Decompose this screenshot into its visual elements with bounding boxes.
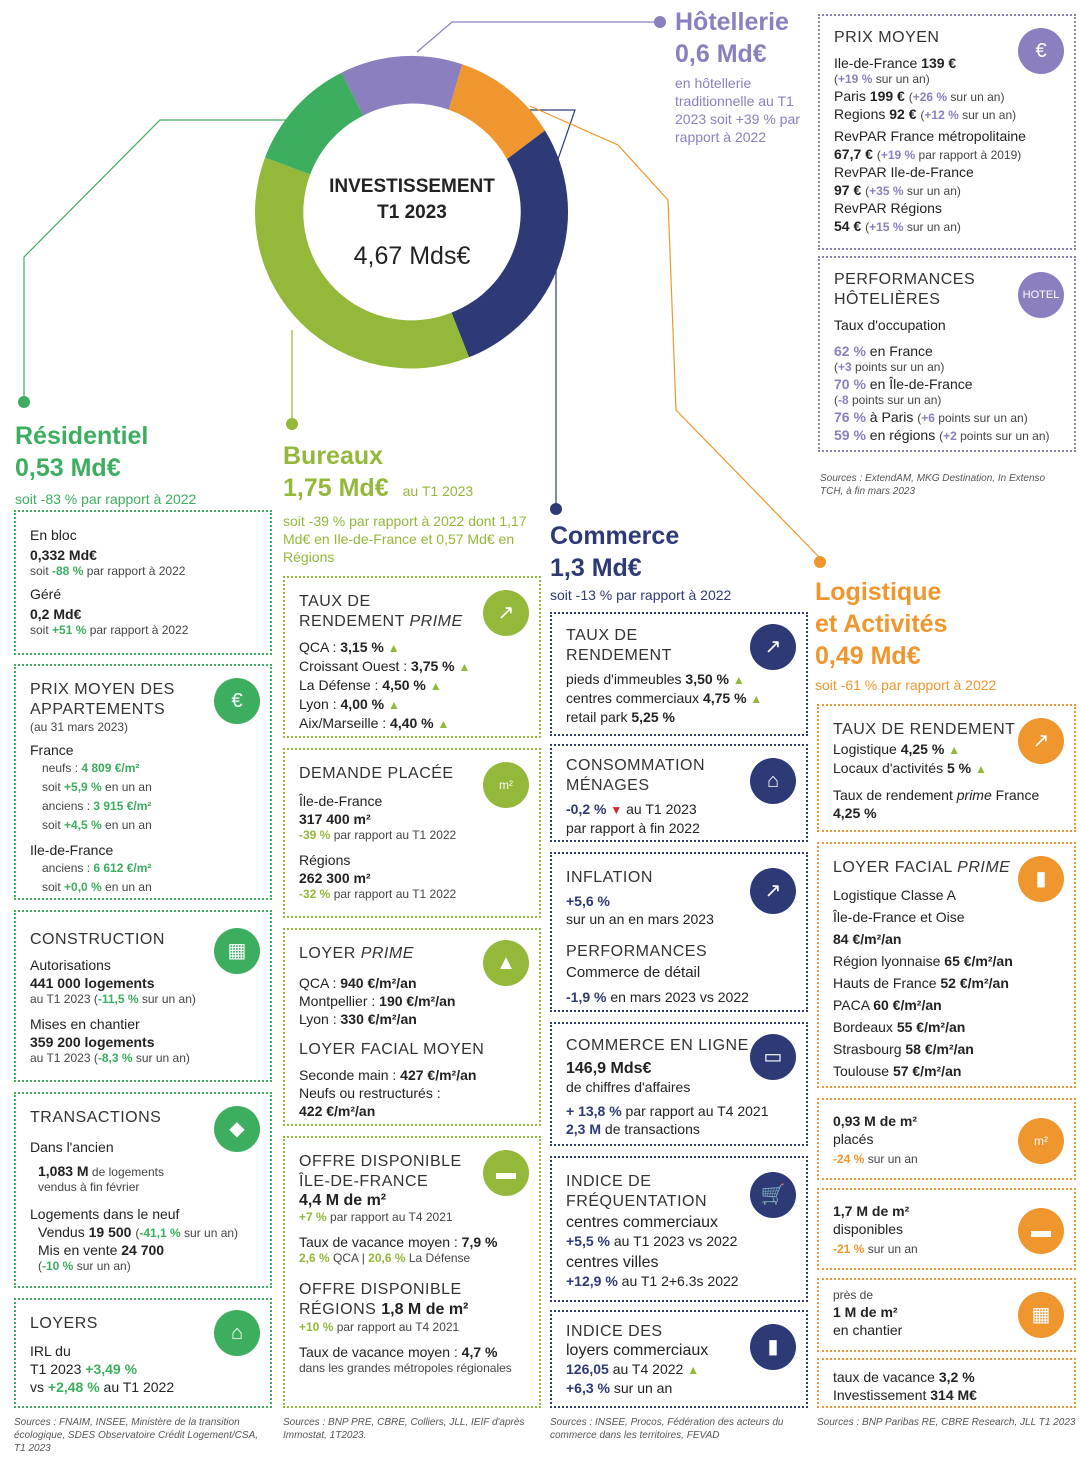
res-prix-caption: PRIX MOYEN DES APPARTEMENTS bbox=[30, 681, 175, 718]
chantier-change: au T1 2023 (-8,3 % sur un an) bbox=[30, 1051, 190, 1065]
commerce-detail-value: -1,9 % en mars 2023 vs 2022 bbox=[566, 989, 749, 1005]
prix-paris-row: Paris 199 € (+26 % sur un an) bbox=[834, 88, 1005, 104]
log-sub: soit -61 % par rapport à 2022 bbox=[815, 677, 997, 693]
res-sub: soit -83 % par rapport à 2022 bbox=[15, 491, 197, 507]
prix-idf-row: Ile-de-France 139 € bbox=[834, 55, 957, 71]
offre-regions-value: RÉGIONS 1,8 M de m² bbox=[299, 1301, 469, 1318]
m2-icon: m² bbox=[1018, 1118, 1064, 1164]
cart-icon: 🛒 bbox=[750, 1172, 796, 1218]
hotel-header bbox=[675, 6, 815, 146]
offre-idf-caption: OFFRE DISPONIBLE ÎLE-DE-FRANCE bbox=[299, 1153, 462, 1190]
log-loyer-caption: LOYER FACIAL PRIME bbox=[833, 859, 1011, 876]
irl-t1-2022: vs +2,48 % au T1 2022 bbox=[30, 1379, 175, 1395]
com-title: Commerce bbox=[550, 522, 680, 550]
consommation-caption: CONSOMMATION MÉNAGES bbox=[566, 757, 706, 794]
rend-croissant: Croissant Ouest : 3,75 % ▲ bbox=[299, 658, 471, 674]
log-amount: 0,49 Md€ bbox=[815, 642, 921, 670]
demande-regions-value: 262 300 m² bbox=[299, 870, 371, 886]
enligne-ca: 146,9 Mds€ bbox=[566, 1060, 652, 1077]
log-chantier-label: en chantier bbox=[833, 1322, 903, 1338]
log-loyer-box bbox=[817, 842, 1076, 1088]
indice-loyers-label: loyers commerciaux bbox=[566, 1342, 709, 1359]
consommation-ref: par rapport à fin 2022 bbox=[566, 820, 700, 836]
desk-icon: ▬ bbox=[483, 1150, 529, 1196]
idf-values: anciens : 6 612 €/m² soit +0,0 % en un an bbox=[42, 861, 152, 894]
bloc-change: soit -88 % par rapport à 2022 bbox=[30, 564, 186, 578]
frequentation-caption: INDICE DE FRÉQUENTATION bbox=[566, 1173, 708, 1210]
log-bordeaux: Bordeaux 55 €/m²/an bbox=[833, 1019, 966, 1035]
chart-icon: ↗ bbox=[1018, 718, 1064, 764]
hotel-desc: en hôtellerie traditionnelle au T1 2023 soit +39 % par rapport à 2022 bbox=[675, 75, 800, 145]
m2-icon: m² bbox=[483, 762, 529, 808]
autorisations-change: au T1 2023 (-11,5 % sur un an) bbox=[30, 992, 196, 1006]
chart-icon: ▮ bbox=[1018, 856, 1064, 902]
com-sources: Sources : INSEE, Procos, Fédération des acteurs du commerce dans les territoires, FEVAD bbox=[550, 1417, 784, 1441]
hotel-amount: 0,6 Md€ bbox=[675, 40, 767, 68]
log-sources: Sources : BNP Paribas RE, CBRE Research, JLL T1 2023 bbox=[817, 1417, 1076, 1428]
occ-france-change: (+3 points sur un an) bbox=[834, 360, 945, 374]
indice-loyers-value: 126,05 au T4 2022 ▲ bbox=[566, 1361, 700, 1377]
loyers-caption: LOYERS bbox=[30, 1315, 98, 1332]
rend-aix: Aix/Marseille : 4,40 % ▲ bbox=[299, 715, 450, 731]
occ-idf: 70 % en Île-de-France bbox=[834, 376, 973, 392]
chantier-label: Mises en chantier bbox=[30, 1016, 140, 1032]
bur-sources: Sources : BNP PRE, CBRE, Colliers, JLL, IEIF d'après Immostat, 1T2023. bbox=[283, 1417, 525, 1441]
vacance-idf: Taux de vacance moyen : 7,9 % bbox=[299, 1234, 498, 1250]
log-rendement-box bbox=[817, 704, 1076, 832]
log-classe-a: Logistique Classe A bbox=[833, 887, 956, 903]
log-places-change: -24 % sur un an bbox=[833, 1152, 918, 1166]
france-label: France bbox=[30, 742, 74, 758]
demande-idf-value: 317 400 m² bbox=[299, 811, 371, 827]
log-rend-prime-value: 4,25 % bbox=[833, 805, 877, 821]
demande-idf-label: Île-de-France bbox=[299, 793, 383, 809]
consommation-value: -0,2 % ▼ au T1 2023 bbox=[566, 801, 697, 817]
log-vacance-box bbox=[817, 1358, 1076, 1408]
demande-idf-change: -39 % par rapport au T1 2022 bbox=[299, 828, 457, 842]
log-disponibles-value: 1,7 M de m² bbox=[833, 1203, 910, 1219]
enligne-caption: COMMERCE EN LIGNE bbox=[566, 1037, 749, 1054]
res-amount: 0,53 Md€ bbox=[15, 454, 121, 482]
autorisations-value: 441 000 logements bbox=[30, 975, 155, 991]
com-header bbox=[550, 520, 812, 604]
log-idf-value: 84 €/m²/an bbox=[833, 931, 902, 947]
occ-idf-change: (-8 points sur un an) bbox=[834, 393, 942, 407]
log-disponibles-change: -21 % sur un an bbox=[833, 1242, 918, 1256]
log-rend-logistique: Logistique 4,25 % ▲ bbox=[833, 741, 961, 757]
demande-regions-change: -32 % par rapport au T1 2022 bbox=[299, 887, 457, 901]
demande-caption: DEMANDE PLACÉE bbox=[299, 765, 454, 782]
hotel-perf-box bbox=[818, 256, 1076, 452]
loyer-neufs-value: 422 €/m²/an bbox=[299, 1103, 376, 1119]
idf-label: Ile-de-France bbox=[30, 842, 114, 858]
money-icon: € bbox=[214, 678, 260, 724]
log-title-2: et Activités bbox=[815, 610, 948, 638]
log-places-label: placés bbox=[833, 1131, 874, 1147]
demande-regions-label: Régions bbox=[299, 852, 351, 868]
com-consommation-box bbox=[550, 744, 808, 842]
log-places-box bbox=[817, 1098, 1076, 1180]
com-amount: 1,3 Md€ bbox=[550, 554, 642, 582]
revpar-idf-label: RevPAR Ile-de-France bbox=[834, 164, 974, 180]
revpar-france-label: RevPAR France métropolitaine bbox=[834, 128, 1026, 144]
hotel-title: Hôtellerie bbox=[675, 8, 789, 36]
res-bloc-box bbox=[14, 510, 272, 655]
res-sources: Sources : FNAIM, INSEE, Ministère de la transition écologique, SDES Observatoire Crédit Logement/CSA, T1 2023 bbox=[14, 1417, 259, 1454]
occ-france: 62 % en France bbox=[834, 343, 933, 359]
occupation-label: Taux d'occupation bbox=[834, 317, 946, 333]
vacance-regions: Taux de vacance moyen : 4,7 % bbox=[299, 1344, 498, 1360]
log-places-value: 0,93 M de m² bbox=[833, 1113, 918, 1129]
rend-lyon: Lyon : 4,00 % ▲ bbox=[299, 696, 400, 712]
freq-villes-label: centres villes bbox=[566, 1254, 659, 1271]
vendus-row: Vendus 19 500 (-41,1 % sur un an) bbox=[38, 1224, 239, 1240]
com-inflation-box bbox=[550, 852, 808, 1012]
com-rendement-box bbox=[550, 612, 808, 736]
neuf-label: Logements dans le neuf bbox=[30, 1206, 180, 1222]
rend-defense: La Défense : 4,50 % ▲ bbox=[299, 677, 442, 693]
crane-icon: ▦ bbox=[214, 928, 260, 974]
log-vacance: taux de vacance 3,2 % bbox=[833, 1369, 975, 1385]
rend-qca: QCA : 3,15 % ▲ bbox=[299, 639, 400, 655]
log-rendement-caption: TAUX DE RENDEMENT bbox=[833, 721, 1016, 738]
ancien-label: Dans l'ancien bbox=[30, 1139, 114, 1155]
construction-caption: CONSTRUCTION bbox=[30, 931, 165, 948]
eiffel-icon: ▲ bbox=[483, 940, 529, 986]
res-construction-box bbox=[14, 910, 272, 1082]
freq-centres-value: +5,5 % au T1 2023 vs 2022 bbox=[566, 1233, 738, 1249]
donut-title: INVESTISSEMENT T1 2023 bbox=[329, 176, 495, 223]
log-chantier-value: 1 M de m² bbox=[833, 1304, 898, 1320]
log-paca: PACA 60 €/m²/an bbox=[833, 997, 942, 1013]
irl-t1-2023: T1 2023 +3,49 % bbox=[30, 1361, 138, 1377]
bloc-label: En bloc bbox=[30, 527, 77, 543]
france-map-icon: ◆ bbox=[214, 1106, 260, 1152]
donut-segment-residentiel bbox=[265, 73, 363, 175]
log-chantier-box bbox=[817, 1278, 1076, 1352]
res-prix-box bbox=[14, 664, 272, 900]
com-frequentation-box bbox=[550, 1156, 808, 1302]
enligne-transactions: 2,3 M de transactions bbox=[566, 1121, 700, 1137]
loyer-qca: QCA : 940 €/m²/an bbox=[299, 975, 417, 991]
log-hdf: Hauts de France 52 €/m²/an bbox=[833, 975, 1009, 991]
vacance-idf-detail: 2,6 % QCA | 20,6 % La Défense bbox=[299, 1251, 471, 1265]
offre-idf-value: 4,4 M de m² bbox=[299, 1192, 387, 1209]
bur-rendement-caption: TAUX DE RENDEMENT PRIME bbox=[299, 593, 463, 630]
vacance-regions-detail: dans les grandes métropoles régionales bbox=[299, 1361, 512, 1375]
enligne-ca-label: de chiffres d'affaires bbox=[566, 1079, 691, 1095]
ancien-value: 1,083 M de logements bbox=[38, 1163, 164, 1179]
bur-title: Bureaux bbox=[283, 442, 384, 470]
donut-total: 4,67 Mds€ bbox=[353, 242, 471, 270]
laptop-icon: ▭ bbox=[750, 1034, 796, 1080]
log-disponibles-box bbox=[817, 1188, 1076, 1270]
res-loyers-box bbox=[14, 1298, 272, 1408]
freq-villes-value: +12,9 % au T1 2+6.3s 2022 bbox=[566, 1273, 739, 1289]
revpar-france-value: 67,7 € (+19 % par rapport à 2019) bbox=[834, 146, 1022, 162]
gere-label: Géré bbox=[30, 586, 62, 602]
revpar-idf-value: 97 € (+35 % sur un an) bbox=[834, 182, 961, 198]
gere-change: soit +51 % par rapport à 2022 bbox=[30, 623, 189, 637]
inflation-caption: INFLATION bbox=[566, 869, 653, 886]
hotel-sources: Sources : ExtendAM, MKG Destination, In Extenso TCH, à fin mars 2023 bbox=[820, 473, 1046, 497]
res-transactions-box bbox=[14, 1092, 272, 1288]
res-header bbox=[15, 420, 275, 508]
loyer-lyon: Lyon : 330 €/m²/an bbox=[299, 1011, 417, 1027]
loyer-seconde-main: Seconde main : 427 €/m²/an bbox=[299, 1067, 477, 1083]
loyer-facial-caption: LOYER FACIAL MOYEN bbox=[299, 1041, 485, 1058]
log-title-1: Logistique bbox=[815, 578, 942, 606]
res-prix-date: (au 31 mars 2023) bbox=[30, 720, 129, 734]
gere-amount: 0,2 Md€ bbox=[30, 606, 82, 622]
indice-loyers-caption: INDICE DES bbox=[566, 1323, 663, 1340]
log-toulouse: Toulouse 57 €/m²/an bbox=[833, 1063, 962, 1079]
donut-segment-hotel bbox=[342, 56, 463, 116]
log-idf-oise: Île-de-France et Oise bbox=[833, 909, 965, 925]
com-rend-retail: retail park 5,25 % bbox=[566, 709, 675, 725]
chart-icon: ▮ bbox=[750, 1324, 796, 1370]
log-investissement: Investissement 314 M€ bbox=[833, 1387, 977, 1403]
chart-icon: ↗ bbox=[483, 590, 529, 636]
loyer-neufs-label: Neufs ou restructurés : bbox=[299, 1085, 441, 1101]
inflation-period: sur un an en mars 2023 bbox=[566, 911, 714, 927]
hotel-perf-caption: PERFORMANCES HÔTELIÈRES bbox=[834, 271, 976, 308]
com-rend-centres: centres commerciaux 4,75 % ▲ bbox=[566, 690, 763, 706]
bur-rendement-box bbox=[283, 576, 541, 738]
bur-loyer-box bbox=[283, 928, 541, 1126]
log-lyon: Région lyonnaise 65 €/m²/an bbox=[833, 953, 1013, 969]
com-enligne-box bbox=[550, 1022, 808, 1146]
offre-regions-change: +10 % par rapport au T4 2021 bbox=[299, 1320, 460, 1334]
house-icon: ⌂ bbox=[750, 758, 796, 804]
chart-icon: ↗ bbox=[750, 868, 796, 914]
inflation-value: +5,6 % bbox=[566, 893, 610, 909]
chantier-value: 359 200 logements bbox=[30, 1034, 155, 1050]
bur-offre-box bbox=[283, 1136, 541, 1408]
prix-idf-change: (+19 % sur un an) bbox=[834, 72, 930, 86]
log-chantier-pre: près de bbox=[833, 1288, 874, 1302]
bur-sub: soit -39 % par rapport à 2022 dont 1,17 Md€ en Ile-de-France et 0,57 Md€ en Régions bbox=[283, 513, 527, 565]
irl-label: IRL du bbox=[30, 1343, 71, 1359]
res-title: Résidentiel bbox=[15, 422, 149, 450]
log-rend-activites: Locaux d'activités 5 % ▲ bbox=[833, 760, 987, 776]
log-disponibles-label: disponibles bbox=[833, 1221, 904, 1237]
com-rend-pieds: pieds d'immeubles 3,50 % ▲ bbox=[566, 671, 745, 687]
hotel-prix-box bbox=[818, 14, 1076, 250]
bur-demande-box bbox=[283, 748, 541, 918]
france-values: neufs : 4 809 €/m² soit +5,9 % en un an anciens : 3 915 €/m² soit +4,5 % en un an bbox=[42, 761, 152, 832]
log-strasbourg: Strasbourg 58 €/m²/an bbox=[833, 1041, 974, 1057]
revpar-regions-label: RevPAR Régions bbox=[834, 200, 942, 216]
ancien-date: vendus à fin février bbox=[38, 1180, 140, 1194]
performances-caption: PERFORMANCES bbox=[566, 943, 708, 960]
com-loyers-box bbox=[550, 1310, 808, 1408]
hotel-icon: HOTEL bbox=[1018, 272, 1064, 318]
bur-amount-row: 1,75 Md€ au T1 2023 bbox=[283, 474, 474, 502]
bur-header bbox=[283, 440, 545, 566]
hotel-prix-caption: PRIX MOYEN bbox=[834, 29, 940, 46]
house-icon: ⌂ bbox=[214, 1310, 260, 1356]
transactions-caption: TRANSACTIONS bbox=[30, 1109, 162, 1126]
loyer-montpellier: Montpellier : 190 €/m²/an bbox=[299, 993, 456, 1009]
prix-regions-row: Regions 92 € (+12 % sur un an) bbox=[834, 106, 1017, 122]
log-rend-prime-label: Taux de rendement prime France bbox=[833, 787, 1040, 803]
com-rendement-caption: TAUX DE RENDEMENT bbox=[566, 627, 672, 664]
log-header bbox=[815, 576, 1077, 694]
autorisations-label: Autorisations bbox=[30, 957, 111, 973]
freq-centres-label: centres commerciaux bbox=[566, 1214, 719, 1231]
enligne-change: + 13,8 % par rapport au T4 2021 bbox=[566, 1103, 769, 1119]
com-sub: soit -13 % par rapport à 2022 bbox=[550, 587, 732, 603]
crane-icon: ▦ bbox=[1018, 1292, 1064, 1338]
offre-idf-change: +7 % par rapport au T4 2021 bbox=[299, 1210, 453, 1224]
occ-regions: 59 % en régions (+2 points sur un an) bbox=[834, 427, 1050, 443]
occ-paris: 76 % à Paris (+6 points sur un an) bbox=[834, 409, 1028, 425]
mis-en-vente-row: Mis en vente 24 700 bbox=[38, 1242, 165, 1258]
mis-en-vente-change: (-10 % sur un an) bbox=[38, 1259, 131, 1273]
offre-regions-caption: OFFRE DISPONIBLE bbox=[299, 1281, 462, 1298]
bloc-amount: 0,332 Md€ bbox=[30, 547, 97, 563]
desk-icon: ▬ bbox=[1018, 1208, 1064, 1254]
money-icon: € bbox=[1018, 28, 1064, 74]
commerce-detail-label: Commerce de détail bbox=[566, 964, 701, 981]
indice-loyers-change: +6,3 % sur un an bbox=[566, 1380, 673, 1396]
revpar-regions-value: 54 € (+15 % sur un an) bbox=[834, 218, 961, 234]
loyer-prime-caption: LOYER PRIME bbox=[299, 945, 414, 962]
chart-icon: ↗ bbox=[750, 624, 796, 670]
